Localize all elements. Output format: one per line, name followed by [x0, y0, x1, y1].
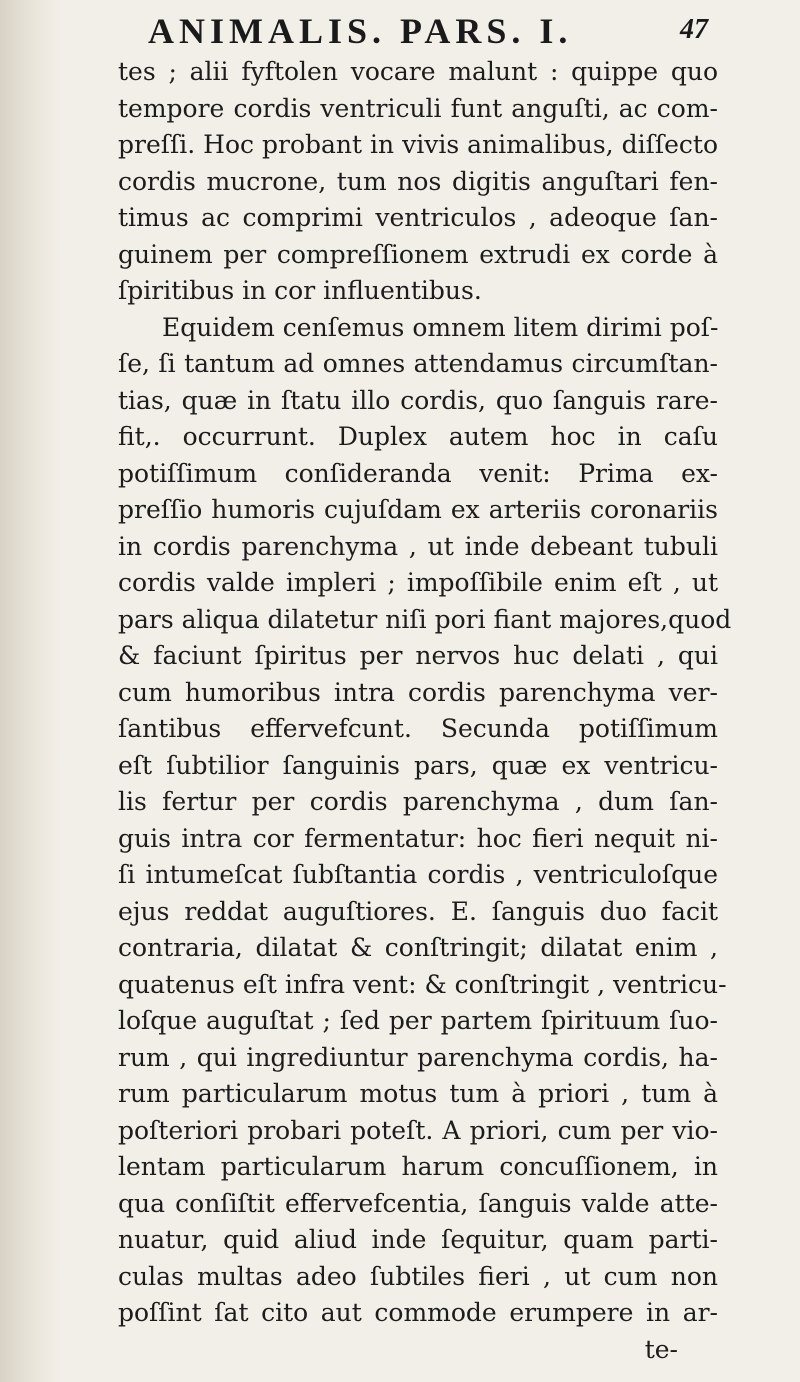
text-line: contraria, dilatat & conſtringit; dilatat enim ,	[118, 933, 718, 962]
text-line: ſpiritibus in cor influentibus.	[118, 276, 482, 305]
text-line: culas multas adeo ſubtiles fieri , ut cum non	[118, 1261, 718, 1291]
text-line: ejus reddat auguſtiores. E. ſanguis duo facit	[118, 896, 718, 926]
text-line: guis intra cor fermentatur: hoc fieri nequit ni-	[118, 823, 718, 853]
text-line: rum particularum motus tum à priori , tum à	[118, 1079, 718, 1108]
text-line: tias, quæ in ſtatu illo cordis, quo ſanguis rare-	[118, 385, 718, 415]
text-line: poſſint ſat cito aut commode erumpere in ar-	[118, 1298, 718, 1327]
text-line: ſi intumeſcat ſubſtantia cordis , ventriculoſque	[118, 860, 718, 889]
text-line: cum humoribus intra cordis parenchyma ver-	[118, 677, 718, 707]
text-line: preſſio humoris cujuſdam ex arteriis coronariis	[118, 495, 718, 524]
text-line: & faciunt ſpiritus per nervos huc delati , qui	[118, 641, 718, 670]
running-head-title: ANIMALIS. PARS. I.	[148, 11, 573, 51]
paragraph-start-line: Equidem cenſemus omnem litem dirimi poſ-	[162, 312, 719, 342]
text-line: cordis mucrone, tum nos digitis anguſtari fen-	[118, 166, 718, 196]
text-line: ſantibus effervefcunt. Secunda potiſſimum	[118, 714, 718, 743]
text-line: guinem per compreſſionem extrudi ex corde à	[118, 239, 718, 269]
running-head	[148, 10, 708, 56]
text-line: cordis valde impleri ; impoſſibile enim eſt , ut	[118, 568, 718, 597]
text-line: pars aliqua dilatetur niſi pori fiant majores,quod	[118, 604, 732, 634]
text-line: lis fertur per cordis parenchyma , dum ſan-	[118, 787, 718, 816]
text-line: nuatur, quid aliud inde ſequitur, quam parti-	[118, 1225, 718, 1254]
text-line: ſe, ſi tantum ad omnes attendamus circumſtan-	[118, 349, 718, 378]
text-line: rum , qui ingrediuntur parenchyma cordis, ha-	[118, 1042, 718, 1072]
text-line: lentam particularum harum concuſſionem, in	[118, 1152, 718, 1181]
text-line: timus ac comprimi ventriculos , adeoque ſan-	[118, 203, 718, 232]
text-line: qua conſiſtit effervefcentia, ſanguis valde atte-	[118, 1188, 718, 1218]
text-line: preſſi. Hoc probant in vivis animalibus, diſſecto	[118, 130, 718, 159]
body-text	[118, 54, 732, 1368]
text-line: potiſſimum conſideranda venit: Prima ex-	[118, 458, 718, 488]
text-line: loſque auguſtat ; ſed per partem ſpirituum ſuo-	[118, 1006, 718, 1035]
gutter-shadow	[0, 0, 60, 1382]
text-line: quatenus eſt infra vent: & conſtringit , ventricu-	[118, 969, 727, 999]
text-line: fit,. occurrunt. Duplex autem hoc in caſu	[118, 422, 718, 451]
text-line: tes ; alii fyftolen vocare malunt : quippe quo	[118, 57, 718, 86]
page-number: 47	[680, 14, 708, 45]
text-line: in cordis parenchyma , ut inde debeant tubuli	[118, 531, 718, 561]
text-line: poſteriori probari poteſt. A priori, cum per vio-	[118, 1115, 718, 1145]
text-line: eſt ſubtilior ſanguinis pars, quæ ex ventricu-	[118, 750, 718, 780]
catchword: te-	[644, 1334, 678, 1364]
text-line: tempore cordis ventriculi funt anguſti, ac com-	[118, 93, 718, 123]
